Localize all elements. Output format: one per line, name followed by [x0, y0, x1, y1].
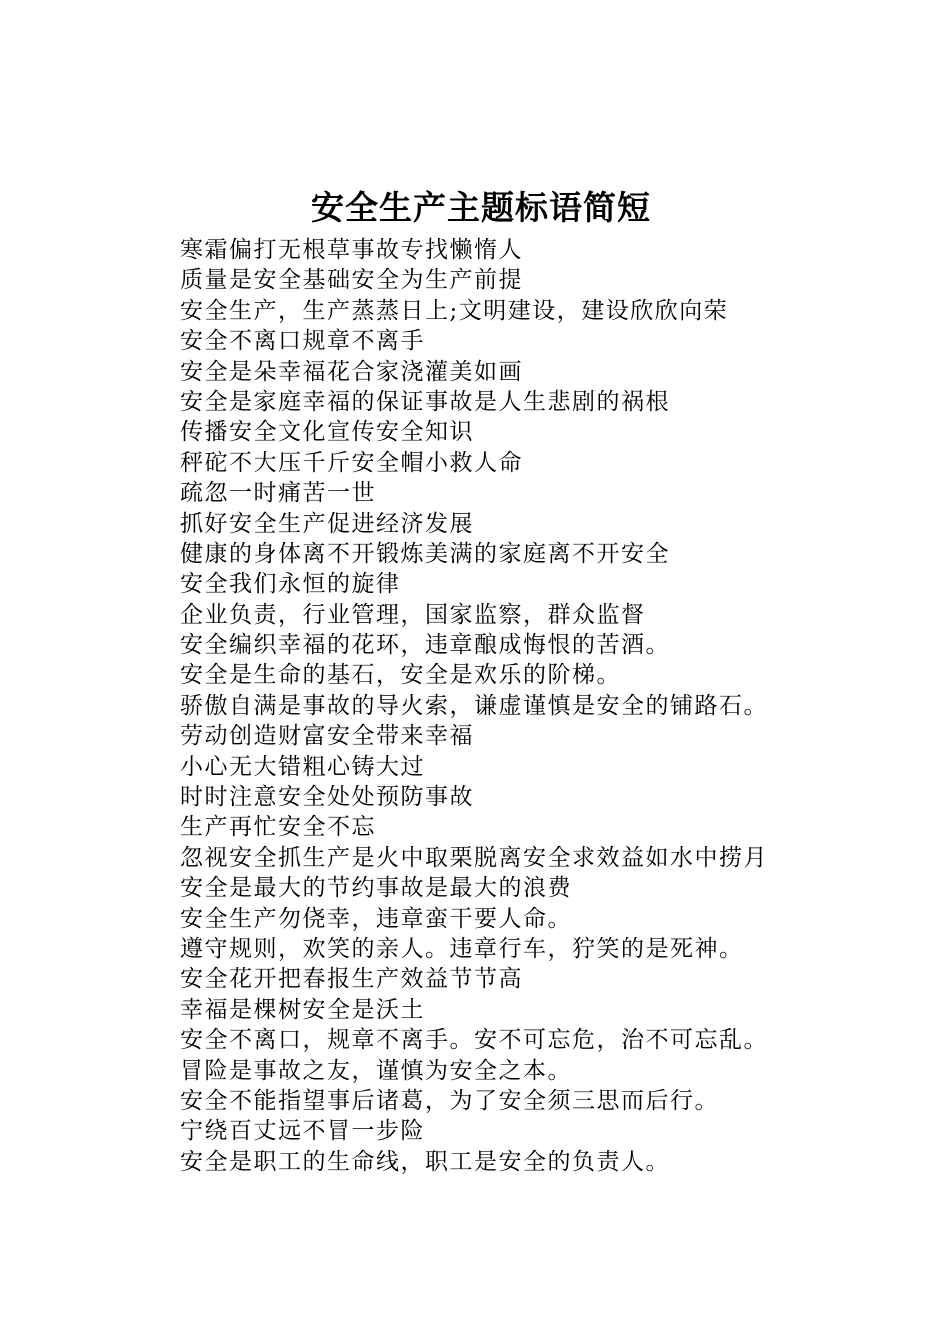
slogan-list — [180, 235, 880, 1177]
slogan-line: 安全生产，生产蒸蒸日上;文明建设，建设欣欣向荣 — [180, 297, 729, 324]
slogan-line: 安全编织幸福的花环，违章酿成悔恨的苦酒。 — [180, 632, 670, 659]
slogan-line: 疏忽一时痛苦一世 — [180, 480, 376, 507]
slogan-line: 小心无大错粗心铸大过 — [180, 753, 425, 780]
slogan-line: 安全是职工的生命线，职工是安全的负责人。 — [180, 1148, 670, 1175]
document-title: 安全生产主题标语简短 — [311, 188, 651, 227]
slogan-line: 宁绕百丈远不冒一步险 — [180, 1118, 425, 1145]
slogan-line: 质量是安全基础安全为生产前提 — [180, 267, 523, 294]
slogan-line: 秤砣不大压千斤安全帽小救人命 — [180, 449, 523, 476]
slogan-line: 遵守规则，欢笑的亲人。违章行车，狞笑的是死神。 — [180, 935, 744, 962]
slogan-line: 安全生产勿侥幸，违章蛮干要人命。 — [180, 905, 572, 932]
slogan-line: 生产再忙安全不忘 — [180, 814, 376, 841]
slogan-line: 安全不能指望事后诸葛，为了安全须三思而后行。 — [180, 1087, 719, 1114]
slogan-line: 健康的身体离不开锻炼美满的家庭离不开安全 — [180, 540, 670, 567]
slogan-line: 安全是家庭幸福的保证事故是人生悲剧的祸根 — [180, 388, 670, 415]
slogan-line: 安全是生命的基石，安全是欢乐的阶梯。 — [180, 662, 621, 689]
slogan-line: 安全不离口，规章不离手。安不可忘危，治不可忘乱。 — [180, 1027, 768, 1054]
slogan-line: 安全是最大的节约事故是最大的浪费 — [180, 875, 572, 902]
slogan-line: 安全不离口规章不离手 — [180, 328, 425, 355]
slogan-line: 企业负责，行业管理，国家监察，群众监督 — [180, 601, 646, 628]
slogan-line: 忽视安全抓生产是火中取栗脱离安全求效益如水中捞月 — [180, 844, 768, 871]
slogan-line: 安全是朵幸福花合家浇灌美如画 — [180, 358, 523, 385]
slogan-line: 冒险是事故之友，谨慎为安全之本。 — [180, 1057, 572, 1084]
slogan-line: 寒霜偏打无根草事故专找懒惰人 — [180, 237, 523, 263]
slogan-line: 安全我们永恒的旋律 — [180, 571, 401, 598]
slogan-line: 幸福是棵树安全是沃土 — [180, 996, 425, 1023]
slogan-line: 安全花开把春报生产效益节节高 — [180, 966, 523, 993]
slogan-line: 传播安全文化宣传安全知识 — [180, 419, 474, 446]
slogan-line: 抓好安全生产促进经济发展 — [180, 510, 474, 537]
slogan-line: 劳动创造财富安全带来幸福 — [180, 723, 474, 750]
slogan-line: 骄傲自满是事故的导火索，谦虚谨慎是安全的铺路石。 — [180, 692, 768, 719]
slogan-line: 时时注意安全处处预防事故 — [180, 784, 474, 811]
